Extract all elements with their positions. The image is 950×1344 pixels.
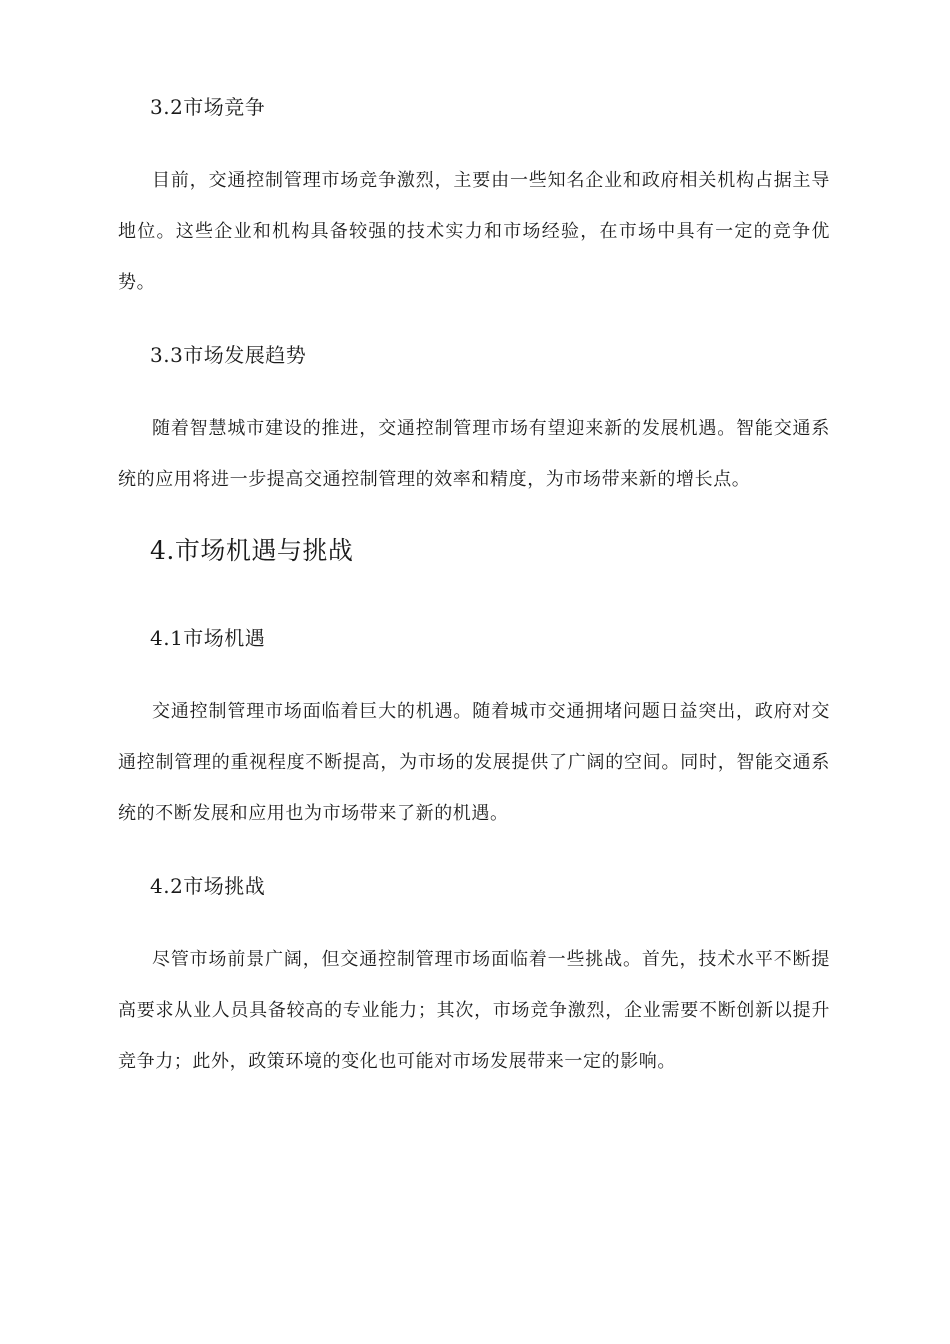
section-paragraph-4-1: 交通控制管理市场面临着巨大的机遇。随着城市交通拥堵问题日益突出，政府对交通控制管理的重视程度不断提高，为市场的发展提供了广阔的空间。同时，智能交通系统的不断发展和应用也为市场带来了新的机遇。 xyxy=(118,701,830,824)
section-paragraph-3-2: 目前，交通控制管理市场竞争激烈，主要由一些知名企业和政府相关机构占据主导地位。这些企业和机构具备较强的技术实力和市场经验，在市场中具有一定的竞争优势。 xyxy=(118,170,830,293)
section-heading-4-2: 4.2市场挑战 xyxy=(150,874,266,898)
section-heading-3-2: 3.2市场竞争 xyxy=(150,95,266,119)
section-paragraph-3-3: 随着智慧城市建设的推进，交通控制管理市场有望迎来新的发展机遇。智能交通系统的应用将进一步提高交通控制管理的效率和精度，为市场带来新的增长点。 xyxy=(118,418,830,490)
section-paragraph-4-2: 尽管市场前景广阔，但交通控制管理市场面临着一些挑战。首先，技术水平不断提高要求从业人员具备较高的专业能力；其次，市场竞争激烈，企业需要不断创新以提升竞争力；此外，政策环境的变化也可能对市场发展带来一定的影响。 xyxy=(118,949,830,1072)
section-heading-4-1: 4.1市场机遇 xyxy=(150,626,266,650)
chapter-heading-4: 4.市场机遇与挑战 xyxy=(150,536,354,565)
section-heading-3-3: 3.3市场发展趋势 xyxy=(150,343,307,367)
